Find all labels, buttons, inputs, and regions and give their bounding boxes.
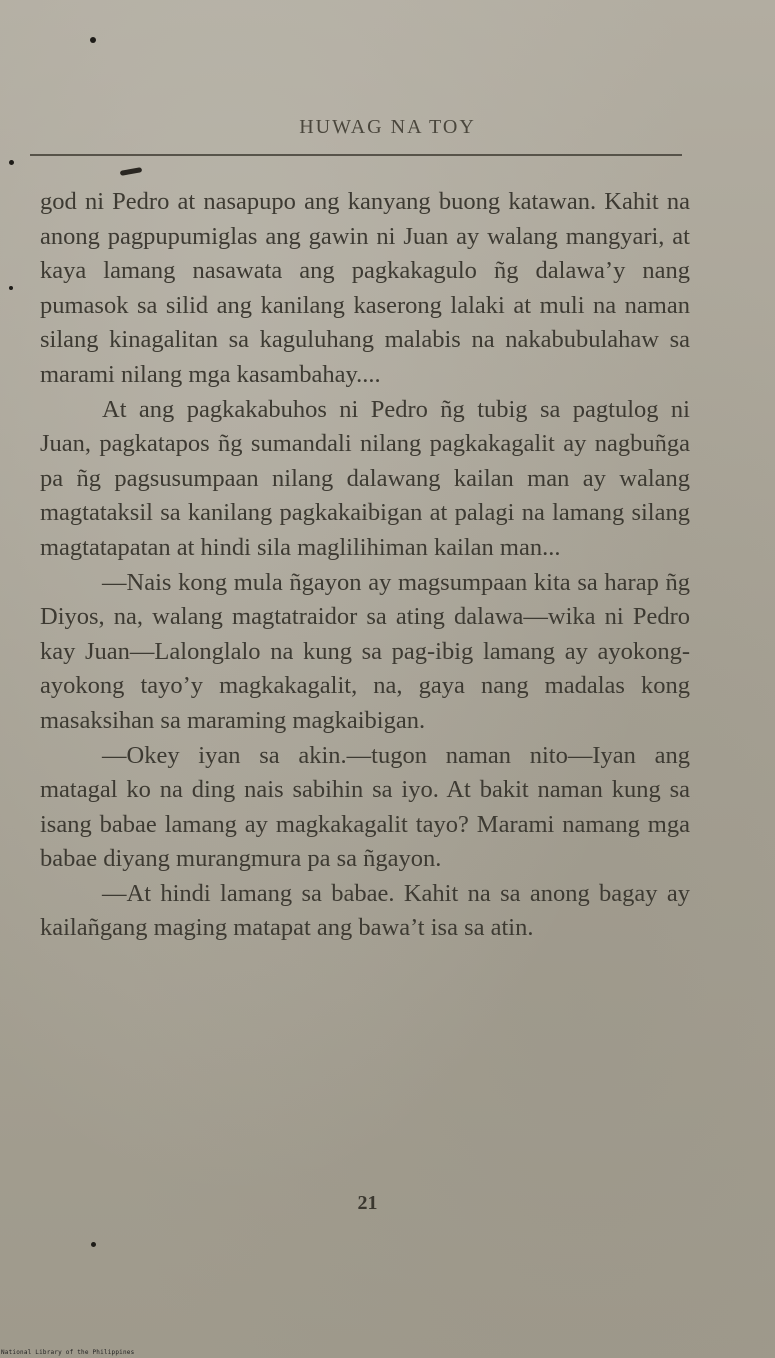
- running-header: HUWAG NA TOY: [299, 116, 476, 138]
- ink-speck: [9, 160, 14, 165]
- ink-speck: [90, 37, 96, 43]
- ink-smudge: [120, 167, 143, 176]
- page-number: 21: [357, 1192, 378, 1214]
- library-credit: National Library of the Philippines: [1, 1349, 135, 1356]
- body-text: [40, 185, 690, 946]
- ink-speck: [9, 286, 13, 290]
- header-rule: [30, 154, 682, 156]
- paragraph-2: At ang pagkakabuhos ni Pedro ñg tubig sa pagtulog ni Juan, pagkatapos ñg sumandali nilang pagkakagalit ay nagbuñga pa ñg pagsusumpaan nilang dalawang kailan man ay walang magtataksil sa kanilang pagkakaibigan at palagi na lamang silang magtatapatan at hindi sila maglilihiman kailan man...: [40, 395, 690, 561]
- paragraph-5: —At hindi lamang sa babae. Kahit na sa anong bagay ay kailañgang maging matapat ang bawa’t isa sa atin.: [40, 879, 690, 942]
- paragraph-1: god ni Pedro at nasapupo ang kanyang buong katawan. Kahit na anong pagpupumiglas ang gawin ni Juan ay walang mangyari, at kaya lamang nasawata ang pagkakagulo ñg dalawa’y nang pumasok sa silid ang kanilang kaserong lalaki at muli na naman silang kinagalitan sa kaguluhang malabis na nakabubulahaw sa marami nilang mga kasambahay....: [40, 188, 690, 388]
- ink-speck: [91, 1242, 96, 1247]
- paragraph-4: —Okey iyan sa akin.—tugon naman nito—Iyan ang matagal ko na ding nais sabihin sa iyo. At bakit naman kung sa isang babae lamang ay magkakagalit tayo? Marami namang mga babae diyang murangmura pa sa ñgayon.: [40, 741, 690, 873]
- paragraph-3: —Nais kong mula ñgayon ay magsumpaan kita sa harap ñg Diyos, na, walang magtatraidor sa ating dalawa—wika ni Pedro kay Juan—Lalonglalo na kung sa pag-ibig lamang ay ayokong-ayokong tayo’y magkakagalit, na, gaya nang madalas kong masaksihan sa maraming magkaibigan.: [40, 568, 690, 734]
